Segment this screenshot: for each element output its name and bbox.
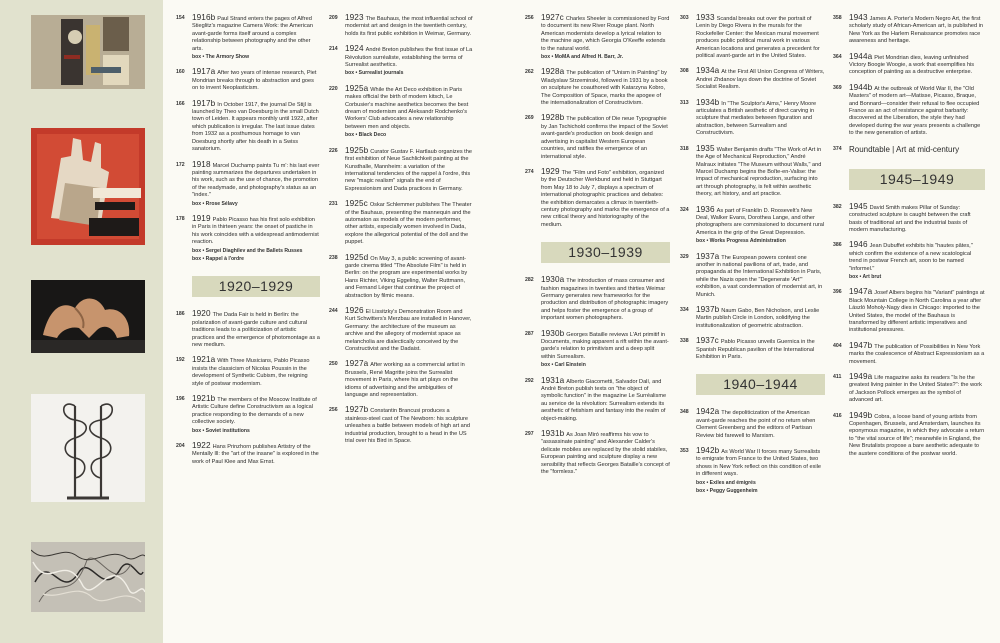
entry-body: [541, 430, 670, 476]
entry-year: 1928b: [541, 113, 565, 123]
entry-body: [541, 114, 670, 160]
timeline-entry: [833, 14, 985, 46]
entry-body: [192, 356, 320, 388]
entry-body: [849, 412, 985, 458]
entry-text: The members of the Moscow Institute of Artistic Culture define Constructivism as a logical practice responding to the demands of a new collective society.: [192, 397, 317, 426]
entry-year: 1933: [696, 14, 715, 22]
entry-body: [541, 330, 670, 370]
timeline-entry: [525, 168, 670, 229]
page-number: 297: [525, 431, 534, 438]
page-number: 287: [525, 330, 534, 337]
box-note: box • MoMA and Alfred H. Barr, Jr.: [541, 54, 624, 61]
entry-text: The Dada Fair is held in Berlin: the polarization of avant-garde culture and cultural traditions leads to a politicization of artistic practices and the emergence of photomontage as a new medium.: [192, 312, 320, 348]
entry-year: 1937c: [696, 336, 719, 346]
entry-text: Georges Bataille reviews L'Art primitif in Documents, making apparent a rift within the avant-garde's relation to primitivism and a deep split within Surrealism.: [541, 331, 669, 360]
page-number: 318: [680, 145, 689, 152]
page-number: 404: [833, 342, 842, 349]
page-number: 244: [329, 308, 338, 314]
timeline-entry: [176, 68, 320, 92]
timeline-entry: [329, 147, 473, 193]
entry-body: [345, 360, 473, 399]
thumbnail-drip-painting: [31, 542, 145, 612]
entry-text: Piet Mondrian dies, leaving unfinished Victory Boogie Woogie, a work that exemplifies his conception of painting as a destructive enterprise.: [849, 54, 975, 76]
entry-body: [345, 45, 473, 78]
entry-year: 1927b: [345, 405, 369, 415]
timeline-entry: [176, 100, 320, 154]
entry-text: On May 3, a public screening of avant-garde cinema titled "The Absolute Film" is held in Berlin: on the program are experimental works by Hans Richter, Viking Eggeling, Walter Ruttmann, and Fernand Léger that continue the project of abstraction by filmic means.: [345, 255, 468, 299]
decade-heading: 1945–1949: [849, 169, 985, 190]
timeline-entry: [329, 406, 473, 445]
entry-year: 1944b: [849, 82, 873, 92]
page-number: 178: [176, 215, 185, 222]
entry-year: 1918: [192, 159, 211, 169]
entry-text: André Breton publishes the first issue of La Révolution surréaliste, establishing the terms of Surrealist aesthetics.: [345, 47, 473, 69]
entry-year: 1927a: [345, 359, 369, 369]
page-number: 292: [525, 377, 534, 384]
entry-text: The depoliticization of the American avant-garde reaches the point of no return when Clement Greenberg and the editors of Partisan Review bid farewell to Marxism.: [696, 410, 816, 439]
entry-year: 1942b: [696, 446, 720, 456]
page-number: 238: [329, 254, 338, 261]
entry-year: 1929: [541, 166, 560, 176]
page-number: 374: [833, 145, 842, 152]
entry-year: 1925a: [345, 83, 369, 93]
box-note: box • Surrealist journals: [345, 70, 404, 77]
entry-year: 1930a: [541, 275, 565, 285]
entry-body: [696, 145, 825, 199]
entry-text: Marcel Duchamp paints Tu m': his last ever painting summarizes the departures undertaken in his work, such as the use of chance, the promotion of the readymade, and photography's status as an "index.": [192, 162, 320, 199]
entry-body: [345, 406, 473, 445]
page-number: 166: [176, 100, 185, 107]
page-number: 396: [833, 289, 842, 296]
entry-year: 1921a: [192, 355, 216, 365]
page-number: 313: [680, 99, 689, 106]
page-number: 269: [525, 115, 534, 122]
timeline-entry: [176, 395, 320, 435]
entry-year: 1934a: [696, 66, 720, 76]
entry-year: 1927c: [541, 14, 564, 22]
entry-body: [849, 288, 985, 334]
entry-year: 1935: [696, 143, 715, 153]
entry-year: 1922: [192, 441, 211, 451]
timeline-entry: [525, 68, 670, 107]
timeline-entry: [525, 330, 670, 370]
entry-text: Paul Strand enters the pages of Alfred Stieglitz's magazine Camera Work: the American avant-garde forms itself around a complex relationship between photography and the other arts.: [192, 16, 313, 52]
box-note: box • Soviet institutions: [192, 427, 250, 434]
timeline-entry: [525, 377, 670, 423]
timeline-entry: [680, 408, 825, 440]
entry-text: Josef Albers begins his "Variant" paintings at Black Mountain College in North Carolina a year after László Moholy-Nagy dies in Chicago: imported to the United States, the model of the Bauhaus is transformed by different artistic imperatives and institutional pressures.: [849, 290, 985, 334]
timeline-entry: [833, 342, 985, 366]
entry-year: 1937b: [696, 305, 720, 314]
timeline-entry: [525, 114, 670, 160]
entry-body: [849, 373, 985, 405]
timeline-entry: [833, 84, 985, 138]
timeline-column-2: [329, 14, 473, 639]
page-number: 154: [176, 15, 185, 21]
box-note: box • Sergei Diaghilev and the Ballets Russes: [192, 247, 303, 254]
timeline-column-5: [833, 14, 985, 639]
timeline-entry: [176, 215, 320, 263]
entry-text: Roundtable | Art at mid-century: [849, 144, 960, 154]
page-number: 303: [680, 15, 689, 21]
thumbnail-wire-sculpture: [31, 394, 145, 502]
page-number: 386: [833, 242, 842, 249]
entry-text: David Smith makes Pillar of Sunday: constructed sculpture is caught between the craft basis of traditional art and the industrial basis of modern manufacturing.: [849, 204, 971, 233]
page-number: 364: [833, 53, 842, 60]
entry-body: [541, 276, 670, 322]
page-number: 231: [329, 201, 338, 208]
timeline-entry: [833, 241, 985, 281]
page-number: 369: [833, 84, 842, 91]
entry-year: 1943: [849, 14, 868, 22]
entry-body: [192, 310, 320, 349]
entry-body: [192, 100, 320, 154]
page-number: 348: [680, 409, 689, 416]
timeline-entry: [680, 253, 825, 299]
entry-body: [541, 14, 670, 61]
entry-year: 1945: [849, 201, 868, 211]
timeline-entry: [680, 306, 825, 330]
thumbnail-sculpture: [31, 280, 145, 353]
box-note: box • Art brut: [849, 273, 882, 280]
box-note: box • The Armory Show: [192, 54, 250, 61]
roundtable-entry: [833, 145, 985, 155]
timeline-entry: [833, 412, 985, 458]
entry-body: [849, 14, 985, 46]
page-number: 220: [329, 85, 338, 92]
thumbnail-soviet-poster: [31, 128, 145, 245]
entry-body: [696, 206, 825, 246]
entry-text: In "The Sculptor's Aims," Henry Moore articulates a British aesthetic of direct carving in sculpture that mediates between figuration and abstraction, between Surrealism and Constructivism.: [696, 100, 817, 137]
entry-body: [541, 68, 670, 107]
timeline-entry: [329, 307, 473, 353]
entry-body: [345, 147, 473, 193]
entry-text: The "Film und Foto" exhibition, organized by the Deutscher Werkbund and held in Stuttgart from May 18 to July 7, displays a spectrum of international photographic practices and debates: the exhibition demarcates a climax in twentieth-century photography and marks the emergence of a new critical theory and historiography of the medium.: [541, 169, 670, 228]
entry-text: At the First All Union Congress of Writers, Andrei Zhdanov lays down the doctrine of Soviet Socialist Realism.: [696, 69, 825, 91]
entry-year: 1947b: [849, 340, 873, 350]
entry-body: [192, 14, 320, 61]
entry-year: 1924: [345, 44, 364, 54]
entry-year: 1944a: [849, 51, 873, 61]
timeline-entry: [680, 145, 825, 199]
box-note: box • Exiles and émigrés: [696, 479, 756, 486]
page-number: 329: [680, 253, 689, 260]
entry-body: [696, 67, 825, 91]
entry-text: Cobra, a loose band of young artists from Copenhagen, Brussels, and Amsterdam, launches its eponymous magazine, in which they advocate a return to "the vital source of life"; meanwhile in England, the New Brutalists propose a bare aesthetic adequate to the austere conditions of the postwar world.: [849, 413, 985, 457]
timeline-entry: [833, 53, 985, 77]
entry-body: [696, 253, 825, 299]
entry-body: [696, 14, 825, 60]
entry-year: 1934b: [696, 97, 720, 107]
page-number: 411: [833, 374, 842, 380]
entry-body: [192, 161, 320, 208]
entry-text: Jean Dubuffet exhibits his "hautes pâtes," which confirm the existence of a new scatological trend in postwar French art, soon to be named "informel.": [849, 243, 973, 272]
entry-body: [345, 85, 473, 140]
entry-body: [849, 145, 985, 155]
entry-body: [345, 200, 473, 246]
entry-year: 1928a: [541, 67, 565, 77]
entry-year: 1925c: [345, 199, 368, 209]
entry-body: [849, 53, 985, 77]
entry-text: As part of Franklin D. Roosevelt's New Deal, Walker Evans, Dorothea Lange, and other photographers are commissioned to document rural America in the grip of the Great Depression.: [696, 207, 825, 236]
page-number: 256: [329, 407, 338, 414]
entry-text: Life magazine asks its readers "Is he the greatest living painter in the United States?": the work of Jackson Pollock emerges as the symbol of advanced art.: [849, 375, 982, 404]
timeline-entry: [525, 430, 670, 476]
entry-body: [345, 14, 473, 38]
entry-text: Naum Gabo, Ben Nicholson, and Leslie Martin publish Circle in London, solidifying the institutionalization of geometric abstraction.: [696, 308, 820, 329]
timeline-entry: [680, 99, 825, 138]
entry-text: Scandal breaks out over the portrait of Lenin by Diego Rivera in the murals for the Rockefeller Center: the Mexican mural movement produces public political mural work in various American locations and generates a precedent for political avant-garde art in the United States.: [696, 16, 820, 60]
page-number: 334: [680, 307, 689, 313]
page-number: 338: [680, 338, 689, 345]
entry-year: 1920: [192, 309, 211, 319]
entry-year: 1925b: [345, 145, 369, 155]
entry-year: 1949a: [849, 372, 873, 381]
timeline-entry: [833, 288, 985, 334]
page-number: 160: [176, 69, 185, 76]
timeline-entry: [680, 14, 825, 60]
entry-body: [345, 307, 473, 353]
timeline-entry: [176, 442, 320, 466]
entry-year: 1919: [192, 213, 211, 223]
entry-year: 1936: [696, 204, 715, 214]
box-note: box • Carl Einstein: [541, 362, 586, 369]
timeline-entry: [176, 14, 320, 61]
timeline-entry: [329, 45, 473, 78]
entry-body: [192, 215, 320, 263]
box-note: box • Peggy Guggenheim: [696, 488, 758, 495]
timeline-entry: [680, 337, 825, 361]
entry-text: Pablo Picasso has his first solo exhibition in Paris in thirteen years: the onset of pastiche in his work coincides with a widespread antimodernist reaction.: [192, 216, 319, 246]
page-number: 186: [176, 311, 185, 318]
page-number: 308: [680, 68, 689, 75]
page-number: 204: [176, 443, 185, 450]
entry-text: The publication of Die neue Typographie by Jan Tschichold confirms the impact of the Soviet avant-garde's production on book design and advertising in capitalist Western European countries, and ratifies the emergence of an international style.: [541, 116, 668, 160]
page-number: 274: [525, 168, 534, 175]
page-number: 172: [176, 161, 185, 168]
timeline-entry: [525, 276, 670, 322]
entry-year: 1946: [849, 240, 868, 250]
page-number: 214: [329, 46, 338, 53]
box-note: box • Rappel à l'ordre: [192, 255, 244, 262]
entry-text: James A. Porter's Modern Negro Art, the first scholarly study of African-American art, is published in New York as the Harlem Renaissance promotes race awareness and heritage.: [849, 16, 983, 45]
entry-body: [849, 203, 985, 235]
page-number: 192: [176, 357, 185, 364]
entry-text: After working as a commercial artist in Brussels, René Magritte joins the Surrealist movement in Paris, where his art plays on the idioms of advertising and the ambiguities of language and representation.: [345, 362, 465, 399]
timeline-entry: [680, 206, 825, 246]
entry-text: The publication of Possibilities in New York marks the coalescence of Abstract Expressionism as a movement.: [849, 343, 985, 365]
entry-body: [541, 377, 670, 423]
entry-text: As World War II forces many Surrealists to emigrate from France to the United States, two shows in New York reflect on this condition of exile in different ways.: [696, 449, 821, 478]
timeline-column-1: [176, 14, 320, 639]
timeline-entry: [680, 67, 825, 91]
thumbnail-constructivist-painting: [31, 15, 145, 89]
decade-heading: 1940–1944: [696, 374, 825, 395]
entry-year: 1937a: [696, 251, 720, 261]
timeline-entry: [176, 356, 320, 388]
page-number: 256: [525, 15, 534, 21]
entry-text: Constantin Brancusi produces a stainless-steel cast of The Newborn: his sculpture unleashes a battle between models of high art and industrial production, brought to a head in the US trial over his Bird in Space.: [345, 408, 471, 445]
timeline-entry: [329, 85, 473, 140]
timeline-entry: [525, 14, 670, 61]
entry-body: [696, 337, 825, 361]
page-number: 196: [176, 396, 185, 403]
entry-text: Curator Gustav F. Hartlaub organizes the first exhibition of Neue Sachlichkeit painting at the Kunsthalle, Mannheim: a variation of the international tendencies of the rappel à l'ordre, this new "magic realism" signals the end of Expressionism and Dada practices in Germany.: [345, 148, 472, 192]
entry-body: [849, 84, 985, 138]
entry-body: [696, 447, 825, 495]
entry-year: 1947a: [849, 287, 873, 297]
timeline-column-3: [525, 14, 670, 639]
page-number: 416: [833, 412, 842, 419]
timeline-entry: [176, 310, 320, 349]
box-note: box • Rrose Sélavy: [192, 200, 238, 207]
page-number: 282: [525, 277, 534, 284]
entry-body: [541, 168, 670, 229]
entry-year: 1917a: [192, 67, 216, 77]
entry-body: [192, 395, 320, 435]
box-note: box • Black Deco: [345, 132, 387, 139]
timeline-column-4: [680, 14, 825, 639]
timeline-entry: [680, 447, 825, 495]
timeline-entry: [833, 203, 985, 235]
timeline-entry: [329, 200, 473, 246]
entry-year: 1921b: [192, 394, 216, 404]
entry-year: 1916b: [192, 14, 216, 22]
entry-text: While the Art Deco exhibition in Paris makes official the birth of modern kitsch, Le Corbusier's machine aesthetics becomes the best dream of modernism and Aleksandr Rodchenko's Workers' Club advocates a new relationship between men and objects.: [345, 86, 469, 130]
entry-body: [696, 408, 825, 440]
timeline-entry: [833, 373, 985, 405]
entry-text: As Joan Miró reaffirms his vow to "assassinate painting" and Alexander Calder's delicate mobiles are replaced by the stolid stabiles, European painting and sculpture display a new sensibility that reflects Georges Bataille's concept of the "formless.": [541, 432, 670, 476]
entry-body: [849, 342, 985, 366]
entry-text: After two years of intense research, Piet Mondrian breaks through to abstraction and goes on to invent Neoplasticism.: [192, 70, 317, 92]
entry-body: [345, 254, 473, 300]
entry-year: 1942a: [696, 407, 720, 417]
page-number: 382: [833, 203, 842, 210]
entry-text: The Bauhaus, the most influential school of modernist art and design in the twentieth century, holds its first public exhibition in Weimar, Germany.: [345, 16, 473, 37]
page-number: 353: [680, 448, 689, 455]
entry-text: Alberto Giacometti, Salvador Dalí, and André Breton publish texts on "the object of symbolic function" in the magazine Le Surréalisme au service de la révolution: Surrealism extends its aesthetic of fetishism and fantasy into the realm of object-making.: [541, 378, 667, 422]
page-number: 262: [525, 69, 534, 76]
page-number: 226: [329, 147, 338, 154]
entry-text: Walter Benjamin drafts "The Work of Art in the Age of Mechanical Reproduction," André Malraux initiates "The Museum without Walls," and Marcel Duchamp begins the Boîte-en-Valise: the impact of mechanical reproduction, surfacing into art through photography, is felt within aesthetic theory, art history, and art practice.: [696, 146, 822, 198]
box-note: box • Works Progress Administration: [696, 238, 786, 245]
entry-text: The European powers contest one another in national pavilions of art, trade, and propaganda at the International Exhibition in Paris, while the Nazis open the "Degenerate 'Art'" exhibition, a vast condemnation of modernist art, in Munich.: [696, 254, 823, 298]
page-number: 209: [329, 15, 338, 21]
entry-text: Pablo Picasso unveils Guernica in the Spanish Republican pavilion of the International Exhibition in Paris.: [696, 339, 815, 361]
timeline-entry: [329, 14, 473, 38]
entry-body: [696, 306, 825, 330]
entry-year: 1931b: [541, 429, 565, 439]
decade-heading: 1920–1929: [192, 276, 320, 297]
entry-year: 1925d: [345, 252, 369, 262]
entry-year: 1923: [345, 14, 364, 22]
entry-text: In October 1917, the journal De Stijl is launched by Theo van Doesburg in the small Dutch town of Leiden. It appears monthly until 1922, after which publication is irregular. The last issue dates from 1932 as a posthumous homage to van Doesburg shortly after his death in a Swiss sanatorium.: [192, 101, 319, 153]
timeline-entry: [329, 360, 473, 399]
entry-text: Hans Prinzhorn publishes Artistry of the Mentally Ill: the "art of the insane" is explored in the work of Paul Klee and Max Ernst.: [192, 444, 319, 465]
entry-text: At the outbreak of World War II, the "Old Masters" of modern art—Matisse, Picasso, Braque, and Bonnard—consider their refusal to flee occupied France as an act of resistance against barbarity: discovered at the Liberation, the style they had developed during the war years presents a challenge to the new generation of artists.: [849, 85, 981, 137]
entry-body: [696, 99, 825, 138]
entry-year: 1931a: [541, 375, 565, 385]
timeline-entry: [176, 161, 320, 208]
page-number: 358: [833, 15, 842, 21]
page-number: 324: [680, 206, 689, 213]
entry-body: [849, 241, 985, 281]
entry-year: 1930b: [541, 328, 565, 338]
entry-text: Charles Sheeler is commissioned by Ford to document its new River Rouge plant. North American modernists develop a lyrical relation to the machine age, which Georgia O'Keeffe extends to the natural world.: [541, 16, 670, 52]
page-number: 250: [329, 361, 338, 368]
entry-body: [192, 68, 320, 92]
entry-text: With Three Musicians, Pablo Picasso insists the classicism of Nicolas Poussin in the development of Synthetic Cubism, the reigning style of postwar modernism.: [192, 358, 310, 387]
entry-text: The introduction of mass consumer and fashion magazines in twenties and thirties Weimar Germany generates new frameworks for the production and distribution of photographic imagery and helps foster the emergence of a group of important women photographers.: [541, 278, 669, 322]
entry-year: 1917b: [192, 98, 216, 108]
entry-year: 1949b: [849, 410, 873, 420]
entry-text: El Lissitzky's Demonstration Room and Kurt Schwitters's Merzbau are installed in Hanover, Germany: the architecture of the museum as archive and the allegory of modernist space as melancholia are dialectically conceived by the Constructivist and the Dadaist.: [345, 309, 472, 353]
timeline-entry: [329, 254, 473, 300]
decade-heading: 1930–1939: [541, 242, 670, 263]
entry-body: [192, 442, 320, 466]
entry-text: Oskar Schlemmer publishes The Theater of the Bauhaus, presenting the mannequin and the automaton as models of the modern performer, other artists, especially women involved in Dada, explore the allegorical potential of the doll and the puppet.: [345, 202, 472, 246]
entry-year: 1926: [345, 306, 364, 315]
entry-text: The publication of "Unism in Painting" by Wladyslaw Strzeminski, followed in 1931 by a book on sculpture he coauthored with Katarzyna Kobro, The Composition of Space, marks the apogee of the internationalization of Constructivism.: [541, 70, 668, 107]
